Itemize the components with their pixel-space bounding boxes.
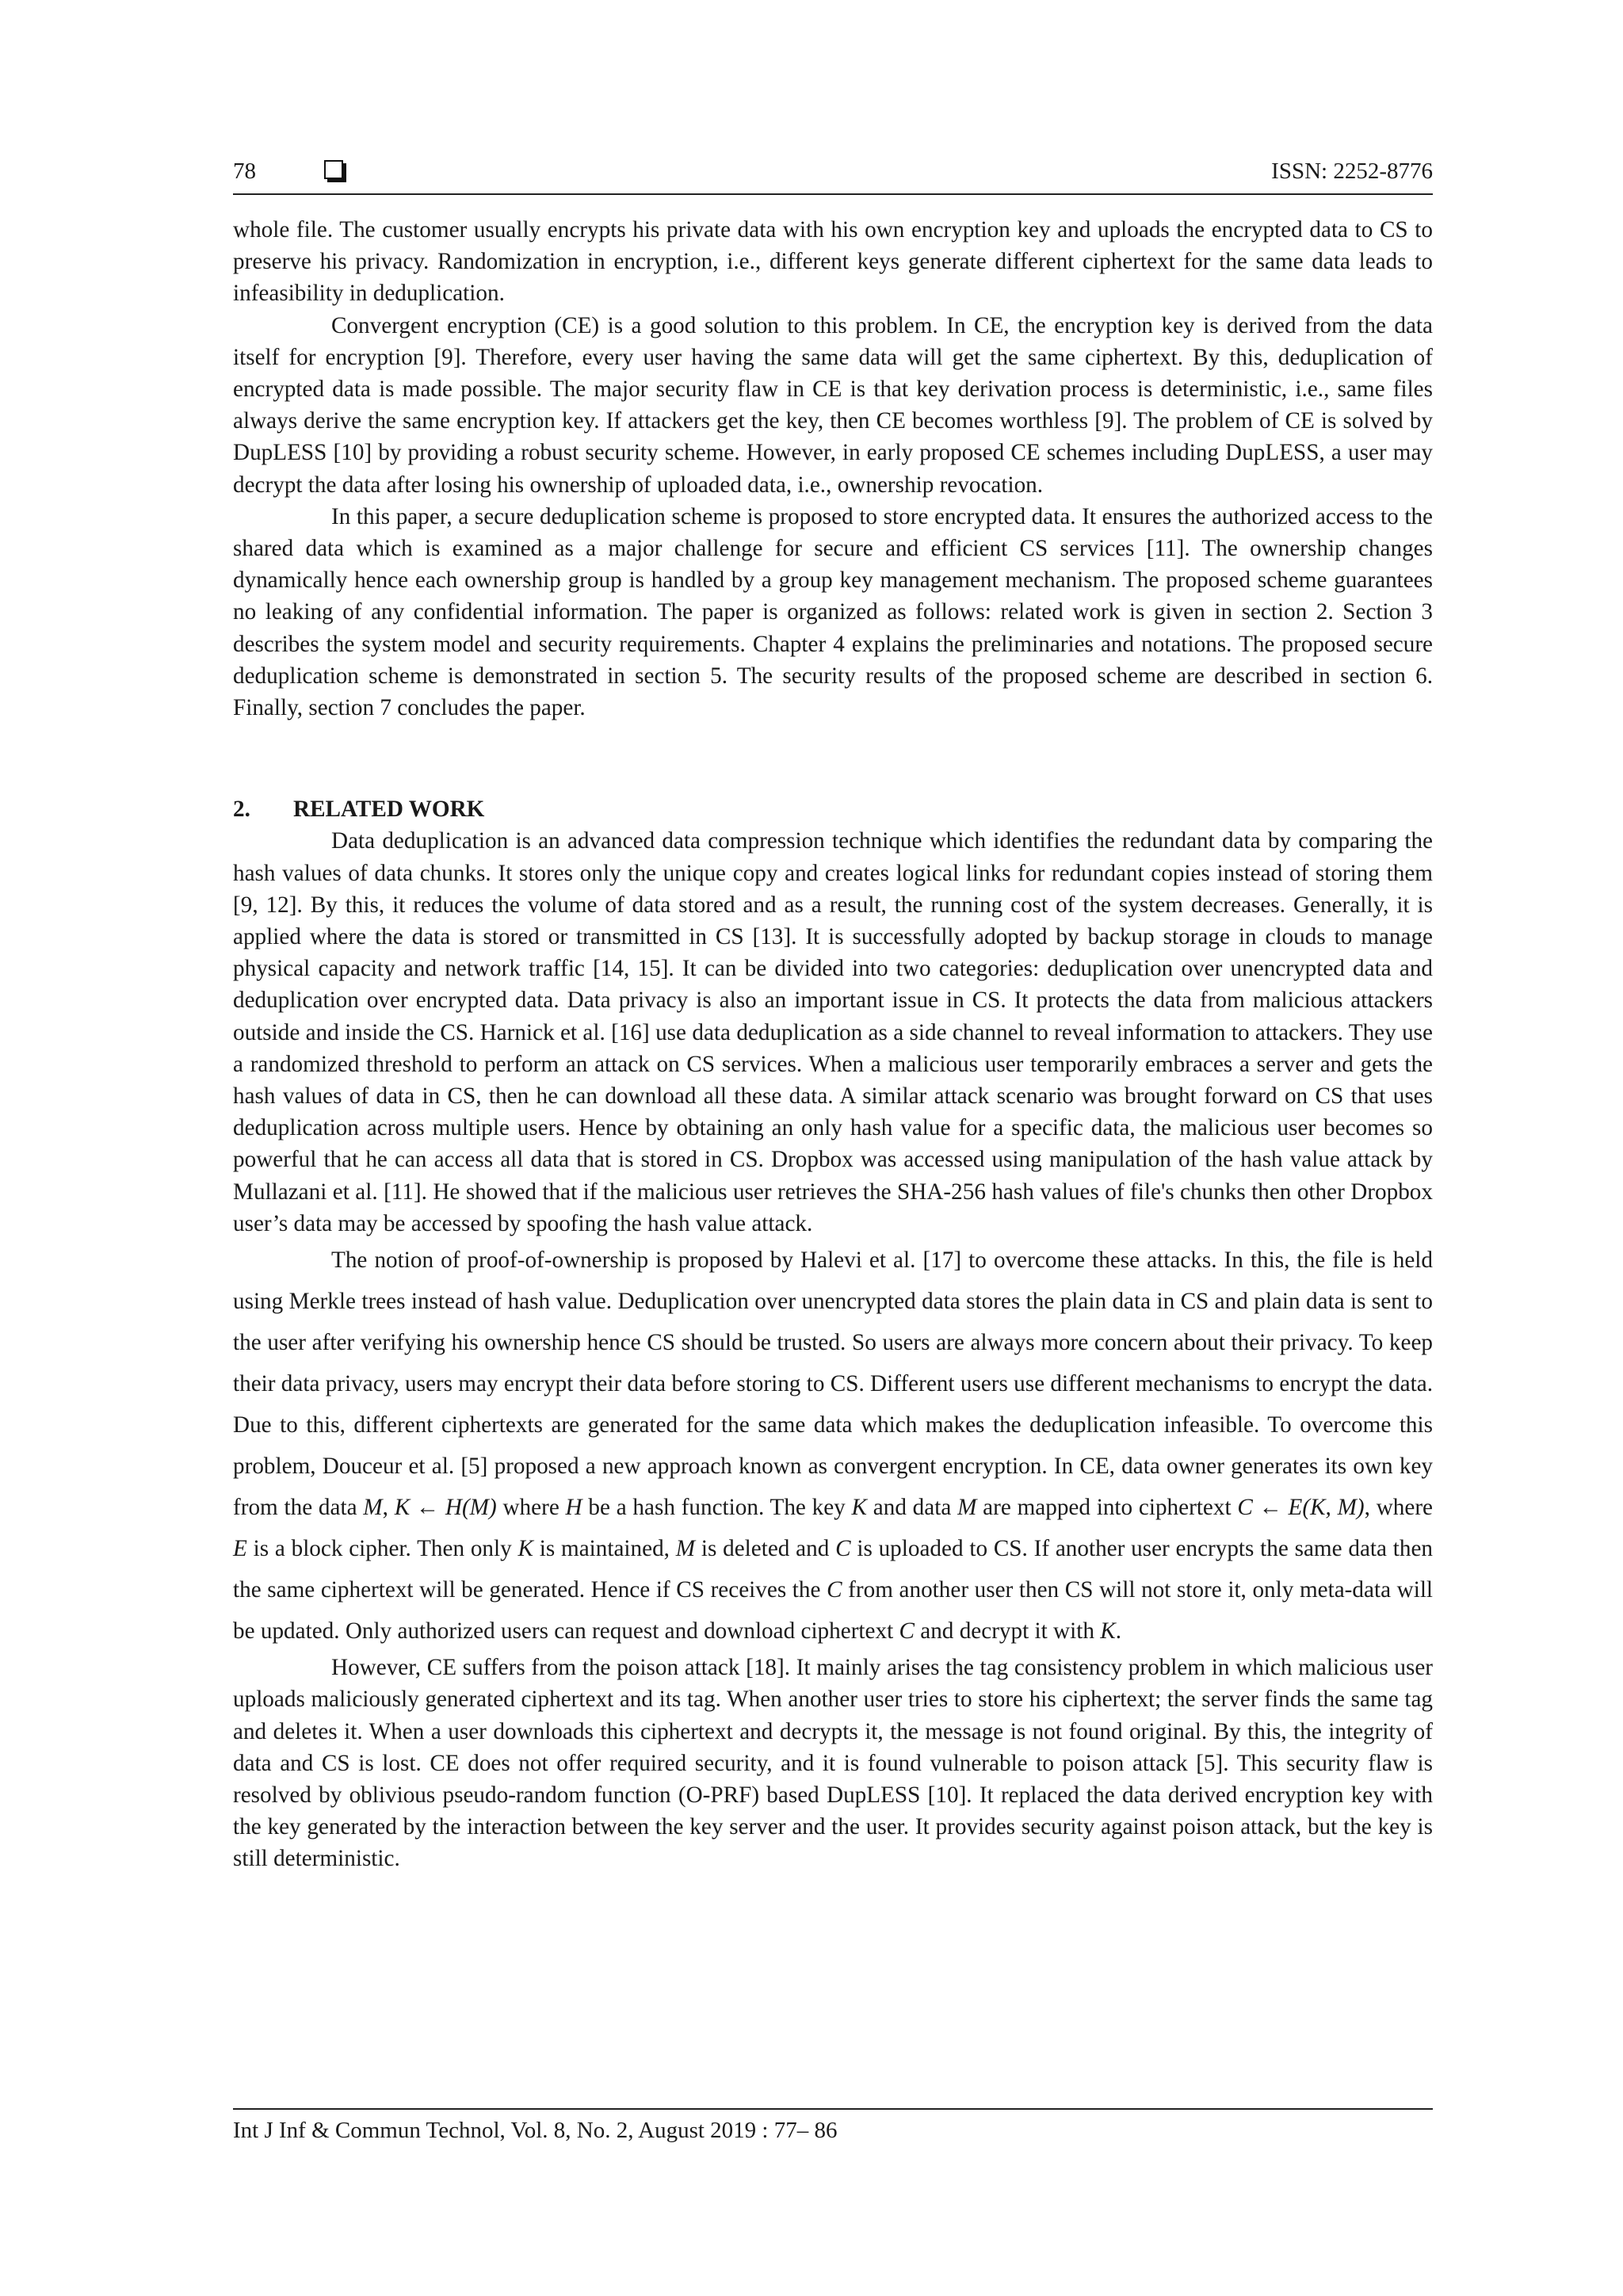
square-bullet-icon: [324, 160, 343, 179]
text-run: where: [502, 1495, 559, 1521]
text-run: ,: [382, 1495, 388, 1521]
text-run: is deleted and: [701, 1536, 830, 1562]
page-footer: [233, 2108, 1433, 2144]
text-run: The notion of proof-of-ownership is proposed by Halevi et al. [17] to overcome these attacks. In this, the file is held using Merkle trees instead of hash value. Deduplication over unencrypted data stores the plain data in CS and plain data is sent to the user after verifying his ownership hence CS should be trusted. So users are always more concern about their privacy. To keep their data privacy, users may encrypt their data before storing to CS. Different users use different mechanisms to encrypt the data. Due to this, different ciphertexts are generated for the same data which makes the deduplication infeasible. To overcome this problem, Douceur et al. [5] proposed a new approach known as convergent encryption. In CE, data owner generates its own key from the data: [233, 1247, 1433, 1521]
math-symbol: M: [957, 1495, 977, 1521]
text-run: be a hash function. The key: [588, 1495, 846, 1521]
math-symbol: H: [565, 1495, 582, 1521]
paragraph: whole file. The customer usually encrypts his private data with his own encryption key and uploads the encrypted data to CS to preserve his privacy. Randomization in encryption, i.e., different keys generate different ciphertext for the same data leads to infeasibility in deduplication.: [233, 217, 1433, 307]
journal-citation: Int J Inf & Commun Technol, Vol. 8, No. 2, August 2019 : 77– 86: [233, 2118, 838, 2143]
paragraph-with-math: [233, 1240, 1433, 1652]
math-symbol: M: [675, 1536, 696, 1562]
text-run: and decrypt it with: [920, 1618, 1094, 1645]
math-symbol: K: [1100, 1618, 1116, 1645]
paragraph: In this paper, a secure deduplication scheme is proposed to store encrypted data. It ensures the authorized access to the shared data which is examined as a major challenge for secure and efficient CS services [11]. The ownership changes dynamically hence each ownership group is handled by a group key management mechanism. The proposed scheme guarantees no leaking of any confidential information. The paper is organized as follows: related work is given in section 2. Section 3 describes the system model and security requirements. Chapter 4 explains the preliminaries and notations. The proposed secure deduplication scheme is demonstrated in section 5. The security results of the proposed scheme are described in section 6. Finally, section 7 concludes the paper.: [233, 503, 1433, 721]
section-title: RELATED WORK: [293, 797, 485, 823]
section-number: 2.: [233, 797, 250, 823]
math-symbol: C: [835, 1536, 851, 1562]
section-heading: [233, 793, 1433, 825]
math-expression: K ← H(M): [394, 1495, 497, 1521]
text-run: is a block cipher. Then only: [253, 1536, 512, 1562]
text-run: are mapped into ciphertext: [983, 1495, 1232, 1521]
text-run: from another user then CS will not store it, only meta-data will be updated. Only authorized users can request and download ciphertext: [233, 1577, 1434, 1645]
math-symbol: C: [827, 1577, 842, 1603]
issn-label: ISSN: 2252-8776: [1271, 159, 1433, 184]
math-symbol: K: [517, 1536, 533, 1562]
math-symbol: C: [899, 1618, 915, 1645]
math-symbol: K: [851, 1495, 868, 1521]
math-expression: C ← E(K, M): [1237, 1495, 1365, 1521]
paragraph: However, CE suffers from the poison attack [18]. It mainly arises the tag consistency problem in which malicious user uploads maliciously generated ciphertext and its tag. When another user tries to store his ciphertext; the server finds the same tag and deletes it. When a user downloads this ciphertext and decrypts it, the message is not found original. By this, the integrity of data and CS is lost. CE does not offer required security, and it is found vulnerable to poison attack [5]. This security flaw is resolved by oblivious pseudo-random function (O-PRF) based DupLESS [10]. It replaced the data derived encryption key with the key generated by the interaction between the key server and the user. It provides security against poison attack, but the key is still deterministic.: [233, 1655, 1433, 1872]
text-run: and data: [873, 1495, 952, 1521]
math-symbol: M: [363, 1495, 383, 1521]
text-run: is maintained,: [539, 1536, 670, 1562]
paragraph: Convergent encryption (CE) is a good solution to this problem. In CE, the encryption key is derived from the data itself for encryption [9]. Therefore, every user having the same data will get the same ciphertext. By this, deduplication of encrypted data is made possible. The major security flaw in CE is that key derivation process is deterministic, i.e., same files always derive the same encryption key. If attackers get the key, then CE becomes worthless [9]. The problem of CE is solved by DupLESS [10] by providing a robust security scheme. However, in early proposed CE schemes including DupLESS, a user may decrypt the data after losing his ownership of uploaded data, i.e., ownership revocation.: [233, 312, 1433, 498]
page-header: [233, 152, 1433, 195]
body-text: [233, 214, 1433, 1875]
text-run: , where: [1364, 1495, 1434, 1521]
text-run: is uploaded to CS. If another user encrypts the same data then the same ciphertext will be generated. Hence if CS receives the: [233, 1536, 1434, 1603]
math-symbol: E: [233, 1536, 247, 1562]
page-number: 78: [233, 159, 256, 184]
paragraph: Data deduplication is an advanced data compression technique which identifies the redundant data by comparing the hash values of data chunks. It stores only the unique copy and creates logical links for redundant copies instead of storing them [9, 12]. By this, it reduces the volume of data stored and as a result, the running cost of the system decreases. Generally, it is applied where the data is stored or transmitted in CS [13]. It is successfully adopted by backup storage in clouds to manage physical capacity and network traffic [14, 15]. It can be divided into two categories: deduplication over unencrypted data and deduplication over encrypted data. Data privacy is also an important issue in CS. It protects the data from malicious attackers outside and inside the CS. Harnick et al. [16] use data deduplication as a side channel to reveal information to attackers. They use a randomized threshold to perform an attack on CS services. When a malicious user temporarily embraces a server and gets the hash values of data in CS, then he can download all these data. A similar attack scenario was brought forward on CS that uses deduplication across multiple users. Hence by obtaining an only hash value for a specific data, the malicious user becomes so powerful that he can access all data that is stored in CS. Dropbox was accessed using manipulation of the hash value attack by Mullazani et al. [11]. He showed that if the malicious user retrieves the SHA-256 hash values of file's chunks then other Dropbox user’s data may be accessed by spoofing the hash value attack.: [233, 828, 1433, 1236]
text-run: .: [1115, 1618, 1121, 1645]
